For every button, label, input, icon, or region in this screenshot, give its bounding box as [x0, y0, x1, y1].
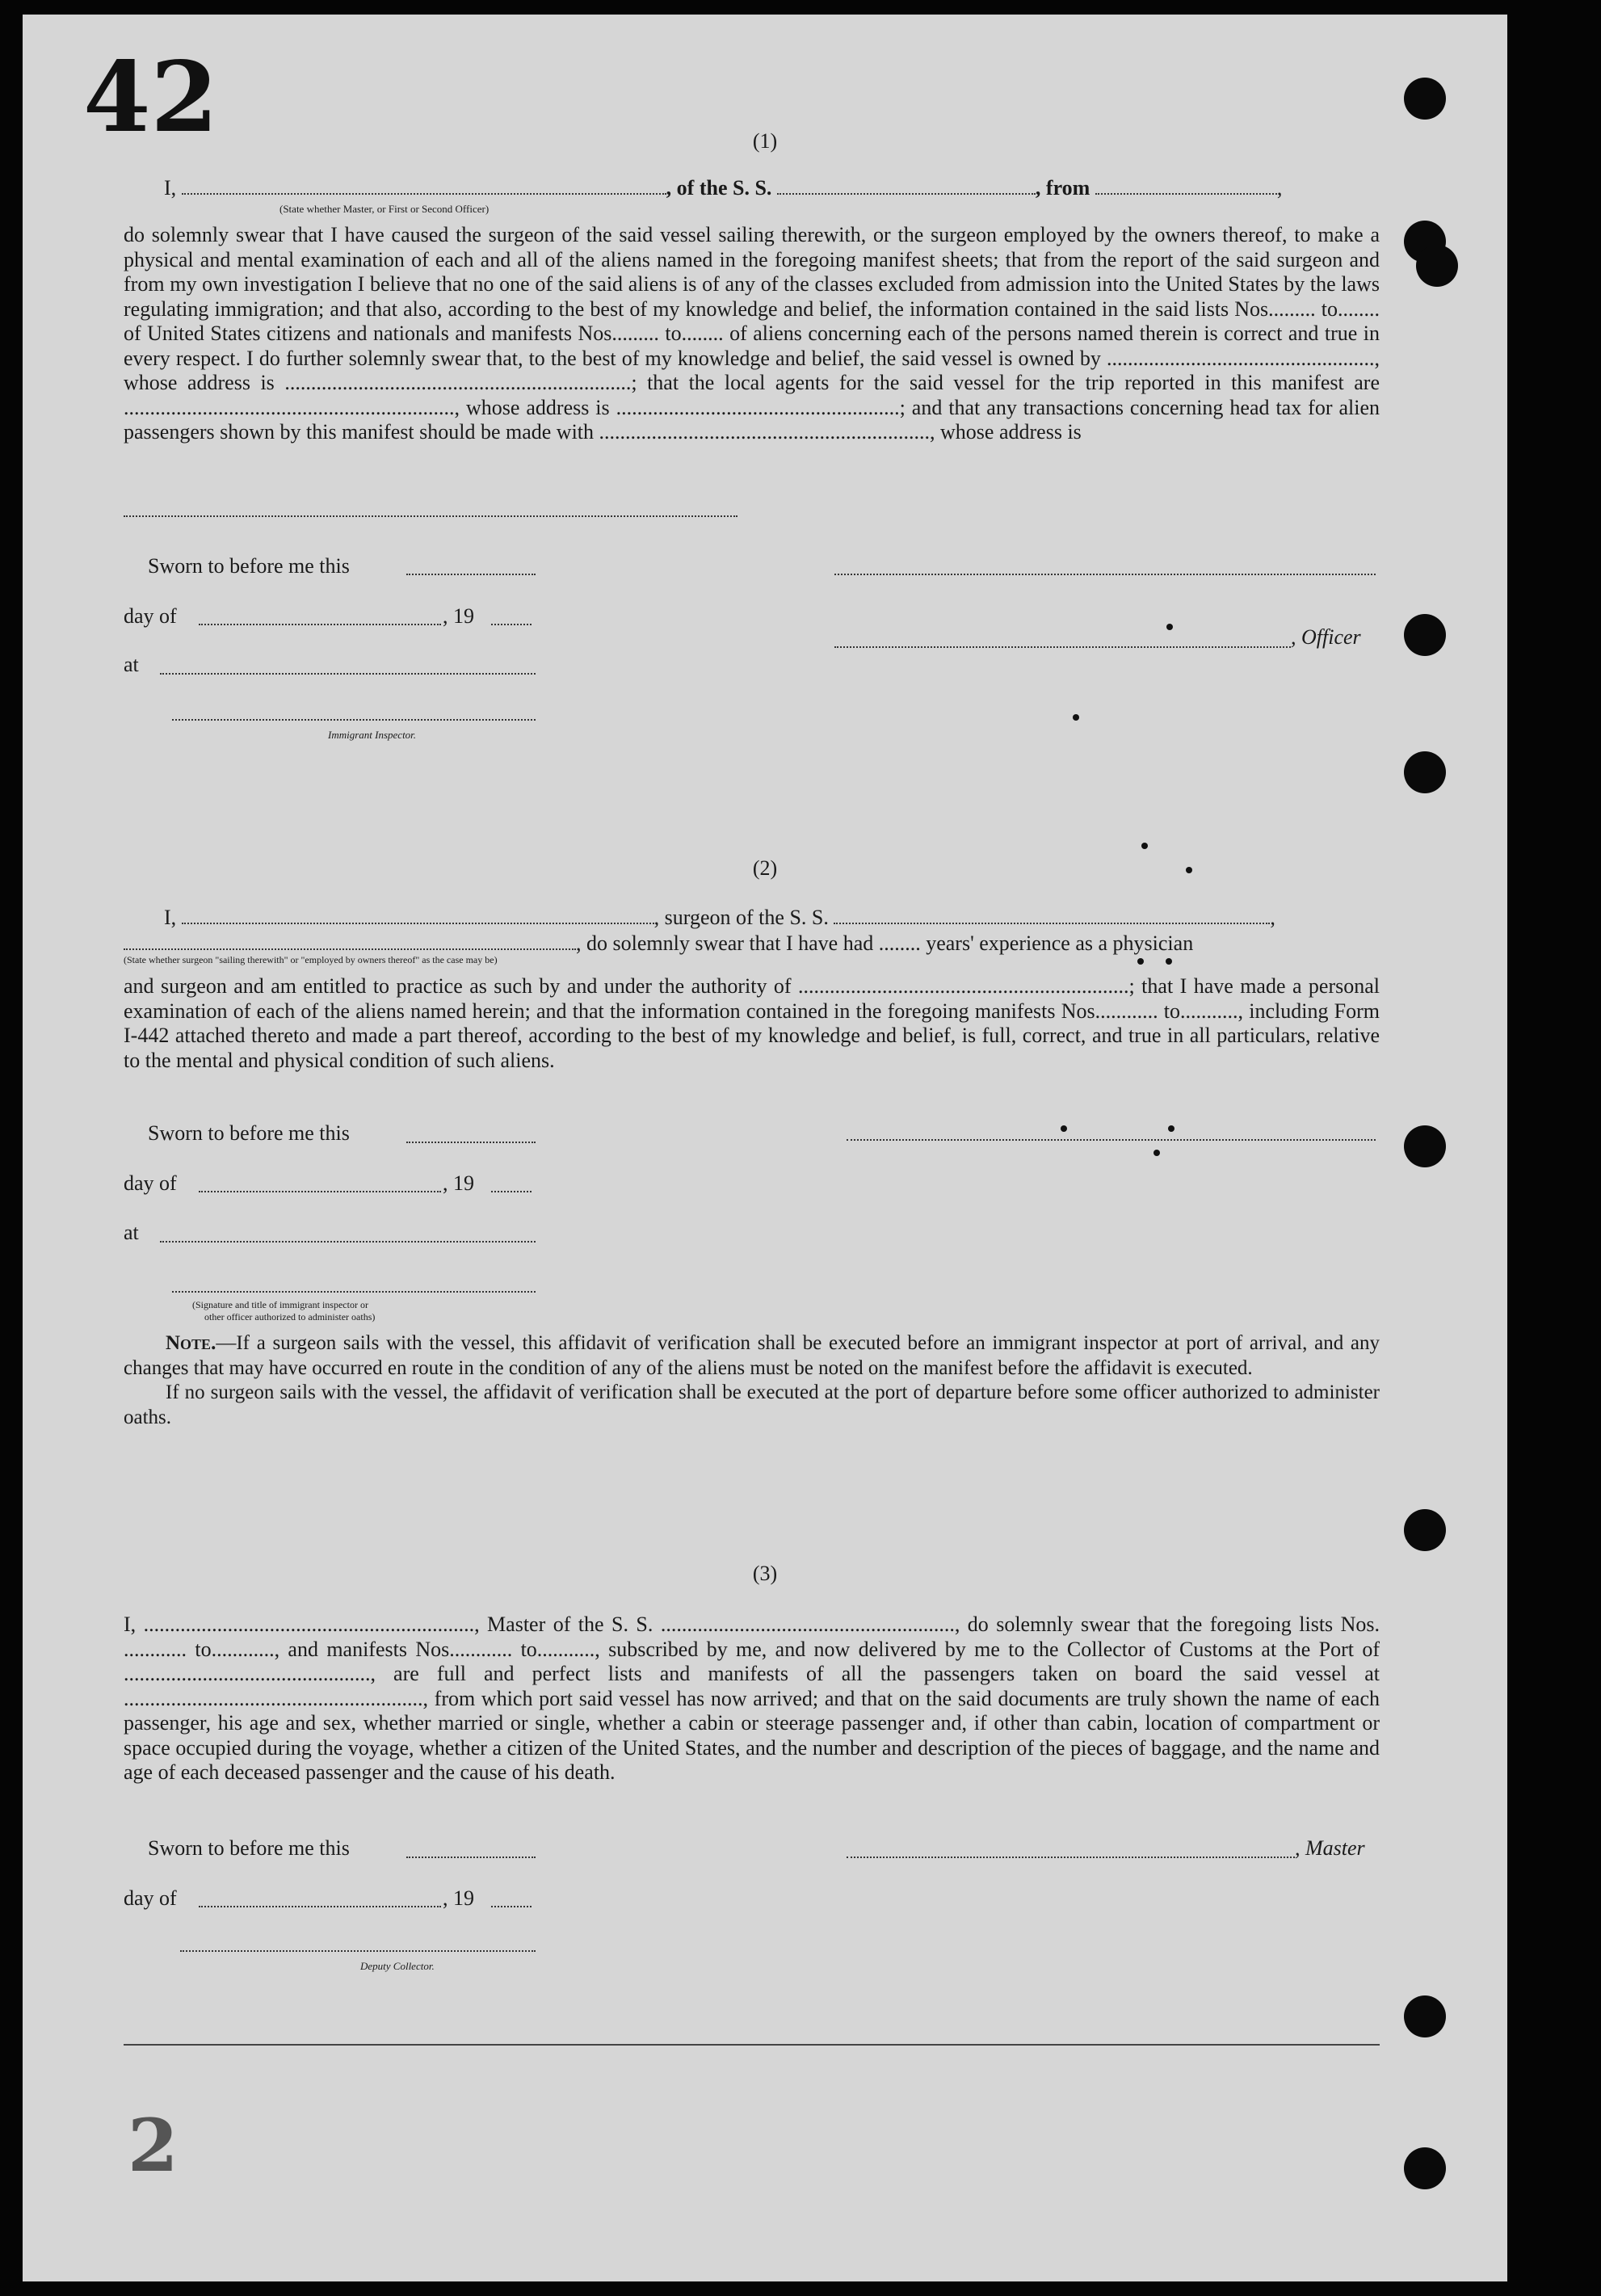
vessel-label: , of the S. S. [666, 176, 772, 200]
sworn-label: Sworn to before me this [148, 1836, 350, 1860]
section-2-heading: (2) [752, 856, 778, 880]
year-label: , 19 [443, 604, 474, 628]
surgeon-i: I, [164, 906, 177, 929]
day-of-label: day of [124, 1886, 177, 1910]
top-left-page-number: 42 [83, 40, 218, 154]
officer-signature-field[interactable] [834, 646, 1291, 648]
origin-port-field[interactable] [1095, 179, 1277, 195]
master-signature-field[interactable] [847, 1857, 1295, 1858]
surgeon-status-caption: (State whether surgeon "sailing therewith" or "employed by owners thereof" as the case may be) [124, 954, 498, 965]
officer-label: , Officer [1291, 625, 1361, 649]
at-label: at [124, 1221, 139, 1244]
punch-hole [1404, 1995, 1446, 2037]
officer-rank-field[interactable] [182, 179, 666, 195]
from-label: , from [1035, 176, 1090, 200]
note-paragraph-2: If no surgeon sails with the vessel, the affidavit of verification shall be executed at the port of departure before some officer authorized to administer oaths. [124, 1381, 1380, 1428]
perforation-dot [1166, 958, 1172, 965]
punch-hole [1404, 1509, 1446, 1551]
inspector-caption: Immigrant Inspector. [328, 729, 417, 741]
note-paragraph-1: —If a surgeon sails with the vessel, this affidavit of verification shall be executed before an immigrant inspector at port of arrival, and any changes that may have occurred en route in the condition of any of the aliens must be noted on the manifest before the affidavit is executed. [124, 1332, 1380, 1379]
punch-hole [1404, 78, 1446, 120]
officer-rank-caption: (State whether Master, or First or Second Officer) [279, 203, 490, 215]
bottom-left-page-number: 2 [128, 2103, 179, 2189]
manifest-page [23, 15, 1507, 2281]
sworn-date-field[interactable] [406, 1142, 536, 1143]
section-2-opening-line: I, , surgeon of the S. S. , [164, 906, 1275, 929]
section-1-heading: (1) [752, 129, 778, 153]
collector-signature-field[interactable] [180, 1950, 536, 1952]
surgeon-note [124, 1331, 1380, 1430]
inspector-signature-field[interactable] [172, 719, 536, 721]
year-field[interactable] [491, 1906, 532, 1907]
signature-caption-line-1: (Signature and title of immigrant inspector or [192, 1299, 368, 1310]
punch-hole [1404, 1125, 1446, 1167]
perforation-dot [1153, 1150, 1160, 1156]
sworn-date-field[interactable] [406, 574, 536, 575]
surgeon-experience-text: , do solemnly swear that I have had ........ years' experience as a physician [576, 931, 1194, 955]
opening-i: I, [164, 176, 177, 200]
section-1-body [124, 223, 1380, 445]
at-label: at [124, 653, 139, 676]
punch-hole [1416, 245, 1458, 287]
bottom-rule [124, 2044, 1380, 2046]
section-2-oath-text: and surgeon and am entitled to practice as such by and under the authority of ...............................................................; that I have made a personal examination of each of the aliens named herein; and that the information contained in the foregoing manifests Nos............ to..........., including Form I-442 attached thereto and made a part thereof, according to the best of my knowledge and belief, is full, correct, and true in all particulars, relative to the mental and physical condition of such aliens. [124, 974, 1380, 1072]
year-field[interactable] [491, 1191, 532, 1192]
perforation-dot [1166, 624, 1173, 630]
section-3-heading: (3) [752, 1562, 778, 1585]
surgeon-vessel-field[interactable] [834, 908, 1270, 924]
section-1-opening-line: I, , of the S. S. , from , [164, 176, 1283, 200]
section-1-oath-text: do solemnly swear that I have caused the surgeon of the said vessel sailing therewith, or the surgeon employed by the owners thereof, to make a physical and mental examination of each and all of the aliens named in the foregoing manifest sheets; that from the report of the said surgeon and from my own investigation I believe that no one of the said aliens is of any of the classes excluded from admission into the United States by the laws regulating immigration; and that also, according to the best of my knowledge and belief, the information contained in the said lists Nos......... to........ of United States citizens and nationals and manifests Nos......... to........ of aliens concerning each of the persons named therein is correct and true in every respect. I do further solemnly swear that, to the best of my knowledge and belief, the said vessel is owned by ..................................................., whose address is ..................................................................; that the local agents for the said vessel for the trip reported in this manifest are ..............................................................., whose address is ......................................................; and that any transactions concerning head tax for alien passengers shown by this manifest should be made with ..............................................................., whose address is [124, 223, 1380, 444]
section-3-oath-text: I, ..............................................................., Master of the S. S. ........................................................, do solemnly swear that the foregoing lists Nos. ............ to............, and manifests Nos............ to..........., subscribed by me, and now delivered by me to the Collector of Customs at the Port of ..............................................., are full and perfect lists and manifests of all the passengers taken on board the said vessel at ........................................................., from which port said vessel has now arrived; and that on the said documents are truly shown the name of each passenger, his age and sex, whether married or single, whether a cabin or steerage passenger and, if other than cabin, location of compartment or space occupied during the voyage, whether a citizen of the United States, and the number and description of the pieces of baggage, and the name and age of each deceased passenger and the cause of his death. [124, 1613, 1380, 1784]
punch-hole [1404, 751, 1446, 793]
year-label: , 19 [443, 1886, 474, 1910]
inspector-signature-field[interactable] [172, 1291, 536, 1293]
day-of-field[interactable] [199, 624, 441, 625]
perforation-dot [1168, 1125, 1174, 1132]
day-of-field[interactable] [199, 1906, 441, 1907]
section-2-second-line [124, 931, 1193, 956]
officer-signature-top-field[interactable] [834, 574, 1376, 575]
perforation-dot [1141, 843, 1148, 849]
section-2-body [124, 974, 1380, 1073]
vessel-name-field[interactable] [777, 179, 1036, 195]
day-of-field[interactable] [199, 1191, 441, 1192]
day-of-label: day of [124, 1171, 177, 1195]
surgeon-name-field[interactable] [182, 908, 654, 924]
surgeon-status-field[interactable] [124, 934, 576, 950]
sworn-label: Sworn to before me this [148, 1121, 350, 1145]
sworn-label: Sworn to before me this [148, 554, 350, 578]
at-place-field[interactable] [160, 1241, 536, 1243]
surgeon-vessel-label: , surgeon of the S. S. [653, 906, 829, 929]
section-3-body [124, 1613, 1380, 1785]
signature-caption-line-2: other officer authorized to administer oaths) [204, 1311, 376, 1323]
collector-caption: Deputy Collector. [360, 1960, 435, 1972]
day-of-label: day of [124, 604, 177, 628]
year-label: , 19 [443, 1171, 474, 1195]
at-place-field[interactable] [160, 673, 536, 675]
punch-hole [1404, 2147, 1446, 2189]
master-label: , Master [1295, 1836, 1365, 1860]
year-field[interactable] [491, 624, 532, 625]
perforation-dot [1061, 1125, 1067, 1132]
surgeon-signature-field[interactable] [847, 1139, 1376, 1141]
address-field[interactable] [124, 515, 737, 517]
punch-hole [1404, 614, 1446, 656]
perforation-dot [1137, 958, 1144, 965]
perforation-dot [1073, 714, 1079, 721]
sworn-date-field[interactable] [406, 1857, 536, 1858]
note-label: Note. [166, 1332, 216, 1354]
